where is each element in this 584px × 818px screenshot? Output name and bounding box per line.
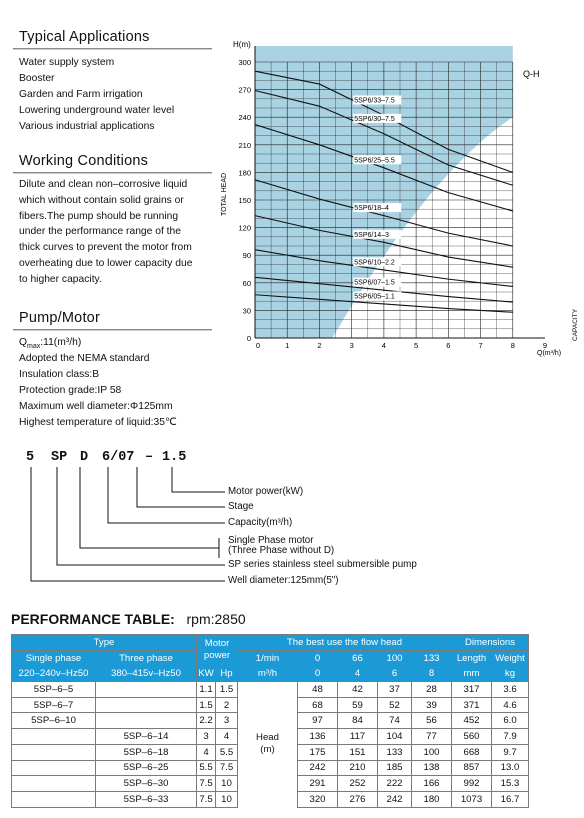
table-row bbox=[12, 682, 529, 698]
cell-weight: 15.3 bbox=[492, 776, 529, 792]
cell-head: 77 bbox=[412, 729, 452, 745]
cell-length: 992 bbox=[452, 776, 492, 792]
table-row bbox=[12, 697, 529, 713]
cell-head: 138 bbox=[412, 760, 452, 776]
x-tick-label: 5 bbox=[414, 341, 419, 350]
cell-length: 1073 bbox=[452, 791, 492, 807]
working-conditions-line: fibers.The pump should be running bbox=[19, 210, 179, 222]
cell-head: 242 bbox=[378, 791, 412, 807]
cell-three-phase: 5SP–6–14 bbox=[96, 729, 197, 745]
typical-application-item: Lowering underground water level bbox=[19, 105, 175, 116]
x-tick-label: 6 bbox=[446, 341, 451, 350]
model-code-part: D bbox=[80, 450, 89, 465]
cell-kw: 7.5 bbox=[197, 791, 216, 807]
cell-head: 166 bbox=[412, 776, 452, 792]
y-tick-label: 210 bbox=[238, 140, 251, 150]
hdr-single-phase: Single phase bbox=[12, 650, 96, 666]
cell-single-phase bbox=[12, 729, 96, 745]
hdr-weight: Weight bbox=[492, 650, 529, 666]
cell-hp: 2 bbox=[216, 697, 238, 713]
cell-head: 252 bbox=[338, 776, 378, 792]
working-conditions-line: thick curves to prevent the motor from bbox=[19, 242, 192, 254]
cell-three-phase: 5SP–6–25 bbox=[96, 760, 197, 776]
y-tick-label: 60 bbox=[242, 278, 251, 288]
table-row bbox=[12, 729, 529, 745]
code-label-motor-power: Motor power(kW) bbox=[228, 486, 304, 497]
y-tick-label: 90 bbox=[242, 251, 251, 261]
cell-head-label bbox=[238, 729, 298, 760]
right-axis-label: CAPACITY bbox=[572, 308, 579, 341]
typical-application-item: Water supply system bbox=[19, 57, 115, 68]
cell-head: 175 bbox=[298, 744, 338, 760]
cell-weight: 3.6 bbox=[492, 682, 529, 698]
cell-head: 222 bbox=[378, 776, 412, 792]
cell-length: 560 bbox=[452, 729, 492, 745]
cell-kw: 1.1 bbox=[197, 682, 216, 698]
code-label-stage: Stage bbox=[228, 501, 254, 512]
performance-table-title: PERFORMANCE TABLE: rpm:2850 bbox=[11, 611, 246, 627]
chart-legend-qh: Q-H bbox=[523, 69, 540, 79]
x-tick-label: 1 bbox=[285, 341, 290, 350]
cell-head: 320 bbox=[298, 791, 338, 807]
cell-weight: 6.0 bbox=[492, 713, 529, 729]
cell-head: 59 bbox=[338, 697, 378, 713]
x-tick-label: 4 bbox=[381, 341, 386, 350]
hdr-best-use: The best use the flow head bbox=[238, 635, 452, 651]
hdr-kg: kg bbox=[492, 666, 529, 682]
curve-label: 5SP6/05–1.1 bbox=[354, 293, 395, 301]
code-label-well-diameter: Well diameter:125mm(5") bbox=[228, 575, 339, 586]
hdr-flow-lmin: 133 bbox=[412, 650, 452, 666]
table-row bbox=[12, 791, 529, 807]
hdr-lmin: 1/min bbox=[238, 650, 298, 666]
hdr-three-voltage: 380–415v–Hz50 bbox=[96, 666, 197, 682]
hdr-mm: mm bbox=[452, 666, 492, 682]
cell-kw: 3 bbox=[197, 729, 216, 745]
hdr-single-voltage: 220–240v–Hz50 bbox=[12, 666, 96, 682]
cell-head: 100 bbox=[412, 744, 452, 760]
cell-head: 185 bbox=[378, 760, 412, 776]
cell-head: 136 bbox=[298, 729, 338, 745]
pump-motor-item: Insulation class:B bbox=[19, 369, 100, 380]
cell-single-phase bbox=[12, 744, 96, 760]
working-conditions-line: overheating due to lower capacity due bbox=[19, 257, 193, 269]
cell-single-phase bbox=[12, 776, 96, 792]
y-tick-label: 0 bbox=[246, 334, 251, 343]
curve-label: 5SP6/25–5.5 bbox=[354, 157, 395, 165]
cell-head: 84 bbox=[338, 713, 378, 729]
hdr-kw: KW bbox=[197, 666, 216, 682]
hdr-length: Length bbox=[452, 650, 492, 666]
cell-head: 42 bbox=[338, 682, 378, 698]
table-row bbox=[12, 776, 529, 792]
hdr-flow-lmin: 100 bbox=[378, 650, 412, 666]
cell-head: 104 bbox=[378, 729, 412, 745]
cell-hp: 7.5 bbox=[216, 760, 238, 776]
cell-kw: 5.5 bbox=[197, 760, 216, 776]
cell-weight: 4.6 bbox=[492, 697, 529, 713]
y-axis-label: TOTAL HEAD bbox=[221, 172, 228, 216]
cell-head: 28 bbox=[412, 682, 452, 698]
head-label: Head bbox=[256, 732, 279, 744]
working-conditions-heading: Working Conditions bbox=[13, 152, 212, 173]
curve-label: 5SP6/14–3 bbox=[354, 231, 389, 239]
working-conditions-line: Dilute and clean non–corrosive liquid bbox=[19, 179, 188, 190]
x-tick-label: 8 bbox=[510, 341, 515, 350]
y-tick-label: 180 bbox=[238, 168, 251, 178]
qh-performance-chart bbox=[216, 36, 584, 366]
y-tick-label: 240 bbox=[238, 113, 251, 123]
x-tick-label: 2 bbox=[317, 341, 322, 350]
working-conditions-line: to higher capacity. bbox=[19, 273, 102, 285]
x-tick-label: 9 bbox=[542, 341, 548, 350]
cell-head: 56 bbox=[412, 713, 452, 729]
hdr-flow-m3h: 0 bbox=[298, 666, 338, 682]
cell-length: 668 bbox=[452, 744, 492, 760]
cell-kw: 4 bbox=[197, 744, 216, 760]
cell-head: 133 bbox=[378, 744, 412, 760]
y-tick-label: 120 bbox=[238, 223, 251, 233]
hdr-flow-m3h: 8 bbox=[412, 666, 452, 682]
curve-label: 5SP6/10–2.2 bbox=[354, 259, 395, 267]
hdr-flow-lmin: 0 bbox=[298, 650, 338, 666]
hdr-type: Type bbox=[12, 635, 197, 651]
cell-hp: 1.5 bbox=[216, 682, 238, 698]
working-conditions-line: which without contain solid grains or bbox=[19, 194, 184, 206]
cell-length: 371 bbox=[452, 697, 492, 713]
hdr-flow-lmin: 66 bbox=[338, 650, 378, 666]
curve-label: 5SP6/33–7.5 bbox=[354, 97, 395, 105]
cell-single-phase bbox=[12, 791, 96, 807]
cell-blank bbox=[238, 760, 298, 776]
cell-weight: 13.0 bbox=[492, 760, 529, 776]
y-tick-label: 270 bbox=[238, 85, 251, 95]
cell-single-phase: 5SP–6–10 bbox=[12, 713, 96, 729]
code-label-single-phase: Single Phase motor bbox=[228, 535, 314, 546]
cell-head: 180 bbox=[412, 791, 452, 807]
pump-motor-item: Highest temperature of liquid:35℃ bbox=[19, 417, 177, 428]
y-tick-label: 300 bbox=[238, 58, 251, 67]
table-row bbox=[12, 713, 529, 729]
cell-blank bbox=[238, 713, 298, 729]
cell-head: 151 bbox=[338, 744, 378, 760]
cell-weight: 9.7 bbox=[492, 744, 529, 760]
y-tick-label: 30 bbox=[242, 306, 251, 316]
code-label-capacity: Capacity(m³/h) bbox=[228, 517, 293, 528]
curve-label: 5SP6/07–1.5 bbox=[354, 279, 395, 287]
model-code-part: – bbox=[145, 450, 154, 465]
typical-application-item: Various industrial applications bbox=[19, 121, 155, 132]
curve-label: 5SP6/18–4 bbox=[354, 205, 389, 213]
hdr-hp: Hp bbox=[216, 666, 238, 682]
pump-motor-item: Adopted the NEMA standard bbox=[19, 353, 150, 364]
cell-hp: 5.5 bbox=[216, 744, 238, 760]
head-unit: (m) bbox=[260, 744, 275, 756]
cell-head: 37 bbox=[378, 682, 412, 698]
x-tick-label: 3 bbox=[349, 341, 354, 350]
cell-kw: 2.2 bbox=[197, 713, 216, 729]
cell-three-phase: 5SP–6–33 bbox=[96, 791, 197, 807]
cell-hp: 4 bbox=[216, 729, 238, 745]
cell-length: 452 bbox=[452, 713, 492, 729]
hdr-flow-m3h: 4 bbox=[338, 666, 378, 682]
cell-head: 291 bbox=[298, 776, 338, 792]
cell-single-phase: 5SP–6–7 bbox=[12, 697, 96, 713]
table-row bbox=[12, 760, 529, 776]
cell-kw: 1.5 bbox=[197, 697, 216, 713]
x-axis-label: Q(m³/h) bbox=[537, 350, 562, 357]
hdr-motor-power: Motor power bbox=[197, 635, 238, 666]
cell-three-phase: 5SP–6–18 bbox=[96, 744, 197, 760]
cell-length: 317 bbox=[452, 682, 492, 698]
cell-head: 39 bbox=[412, 697, 452, 713]
model-code-part: SP bbox=[51, 450, 68, 465]
cell-head: 117 bbox=[338, 729, 378, 745]
pump-motor-item: Protection grade:IP 58 bbox=[19, 385, 122, 396]
hdr-dimensions: Dimensions bbox=[452, 635, 529, 651]
working-conditions-text bbox=[19, 177, 211, 288]
cell-three-phase bbox=[96, 713, 197, 729]
cell-blank bbox=[238, 776, 298, 792]
working-conditions-line: under the performance range of the bbox=[19, 226, 181, 238]
cell-head: 276 bbox=[338, 791, 378, 807]
code-label-three-phase: (Three Phase without D) bbox=[228, 545, 335, 556]
typical-applications-heading: Typical Applications bbox=[13, 28, 212, 49]
x-tick-label: 0 bbox=[255, 341, 261, 350]
cell-three-phase bbox=[96, 682, 197, 698]
model-code-part: 5 bbox=[26, 450, 35, 465]
code-label-series: SP series stainless steel submersible pump bbox=[228, 559, 417, 570]
cell-three-phase: 5SP–6–30 bbox=[96, 776, 197, 792]
y-unit-label: H(m) bbox=[233, 40, 251, 49]
cell-head: 52 bbox=[378, 697, 412, 713]
y-tick-label: 150 bbox=[238, 196, 251, 205]
qmax-line: $Q_{max}:11(m^3/h)$ bbox=[19, 337, 82, 351]
cell-blank bbox=[238, 697, 298, 713]
cell-three-phase bbox=[96, 697, 197, 713]
hdr-three-phase: Three phase bbox=[96, 650, 197, 666]
hdr-m3h: m³/h bbox=[238, 666, 298, 682]
cell-hp: 10 bbox=[216, 791, 238, 807]
cell-head: 74 bbox=[378, 713, 412, 729]
pump-motor-heading: Pump/Motor bbox=[13, 309, 212, 330]
cell-head: 68 bbox=[298, 697, 338, 713]
x-tick-label: 7 bbox=[478, 341, 483, 350]
model-code-part: 1.5 bbox=[162, 450, 187, 465]
cell-head: 210 bbox=[338, 760, 378, 776]
hdr-flow-m3h: 6 bbox=[378, 666, 412, 682]
cell-single-phase: 5SP–6–5 bbox=[12, 682, 96, 698]
model-code-part: 6/07 bbox=[102, 450, 135, 465]
performance-table bbox=[11, 634, 529, 808]
cell-weight: 16.7 bbox=[492, 791, 529, 807]
cell-head: 97 bbox=[298, 713, 338, 729]
cell-blank bbox=[238, 791, 298, 807]
pump-motor-item: Maximum well diameter:Φ125mm bbox=[19, 401, 173, 412]
cell-hp: 10 bbox=[216, 776, 238, 792]
cell-weight: 7.9 bbox=[492, 729, 529, 745]
cell-blank bbox=[238, 682, 298, 698]
cell-kw: 7.5 bbox=[197, 776, 216, 792]
typical-application-item: Booster bbox=[19, 73, 55, 84]
cell-hp: 3 bbox=[216, 713, 238, 729]
cell-single-phase bbox=[12, 760, 96, 776]
cell-head: 242 bbox=[298, 760, 338, 776]
cell-head: 48 bbox=[298, 682, 338, 698]
typical-application-item: Garden and Farm irrigation bbox=[19, 89, 143, 100]
cell-length: 857 bbox=[452, 760, 492, 776]
curve-label: 5SP6/30–7.5 bbox=[354, 115, 395, 123]
